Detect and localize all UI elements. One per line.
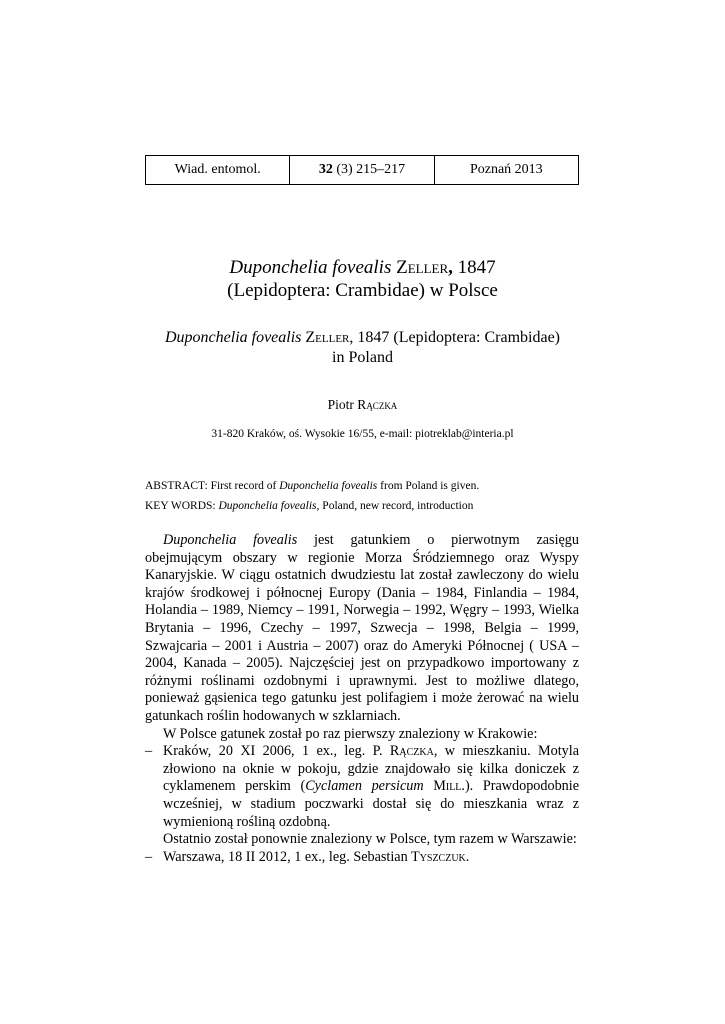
- author-first: Piotr R: [327, 397, 367, 412]
- volume-number: 32: [318, 162, 333, 177]
- keywords-rest: , Poland, new record, introduction: [316, 500, 474, 512]
- list-item: [145, 743, 579, 831]
- body-paragraph-3: Ostatnio został ponownie znaleziony w Polsce, tym razem w Warszawie:: [163, 831, 577, 848]
- title-species: Duponchelia fovealis: [229, 257, 392, 278]
- keywords-species: Duponchelia fovealis: [218, 500, 317, 512]
- journal-name: Wiad. entomol.: [146, 156, 290, 185]
- p1-text: jest gatunkiem o pierwotnym zasięgu obejmującym obszary w regionie Morza Śródziemnego oraz Wyspy Kanaryjskie. W ciągu ostatnich dwudziestu lat został zawleczony do wielu krajów środkowej i północnej Europy (Dania – 1984, Finlandia – 1984, Holandia – 1989, Niemcy – 1991, Norwegia – 1992, Węgry – 1993, Wielka Brytania – 1996, Czechy – 1997, Szwecja – 1998, Belgia – 1999, Szwajcaria – 2001 i Austria – 2007) oraz do Ameryki Północnej ( USA – 2004, Kanada – 2005). Najczęściej jest on przypadkowo importowany z różnymi roślinami ozdobnymi i uprawnymi. Jest to możliwe dlatego, ponieważ gąsienica tego gatunku jest polifagiem i może żerować na wielu gatunkach roślin hodowanych w szklarniach.: [145, 532, 579, 724]
- list-item: [145, 849, 579, 867]
- subtitle-author: Zeller: [305, 329, 350, 346]
- article-body: [145, 532, 579, 866]
- body-paragraph-2: W Polsce gatunek został po raz pierwszy znaleziony w Krakowie:: [163, 725, 538, 742]
- author-address: 31-820 Kraków, oś. Wysokie 16/55, e-mail: piotreklab@interia.pl: [211, 428, 514, 440]
- title-year: 1847: [452, 257, 496, 278]
- item2-part-a: Warszawa, 18 II 2012, 1 ex., leg. Sebastian T: [163, 848, 420, 865]
- abstract-species: Duponchelia fovealis: [279, 480, 378, 492]
- journal-volume-pages: [290, 156, 434, 185]
- list-item-text: [163, 743, 579, 831]
- abstract-label: ABSTRACT: First record of: [145, 480, 280, 492]
- abstract-block: [145, 476, 579, 516]
- title-line2: (Lepidoptera: Crambidae) w Polsce: [227, 280, 498, 301]
- item1-part-d: .). Prawdopodobnie wcześniej, w stadium poczwarki dostał się do mieszkania wraz z wymienioną rośliną ozdobną.: [163, 778, 580, 830]
- item1-authority: ill: [445, 778, 462, 795]
- item1-collector: ączka: [399, 743, 434, 760]
- author-last: ączka: [366, 397, 398, 412]
- place-year: Poznań 2013: [434, 156, 578, 185]
- list-item-text: [163, 849, 579, 867]
- list-dash: –: [145, 848, 153, 865]
- p1-species: Duponchelia fovealis: [163, 532, 298, 548]
- item2-collector: yszczuk: [419, 848, 466, 865]
- body-paragraph-1: [145, 532, 579, 726]
- abstract-line: [145, 476, 579, 496]
- article-subtitle: [0, 328, 725, 368]
- journal-header-table: [145, 155, 579, 185]
- item1-part-c: M: [423, 778, 446, 795]
- item1-part-b: , w mieszkaniu. Motyla złowiono na oknie w pokoju, gdzie znajdowało się kilka doniczek z cyklamenem perskim (: [163, 743, 579, 795]
- list-dash: –: [145, 743, 153, 760]
- keywords-label: KEY WORDS:: [145, 500, 219, 512]
- article-title: [0, 256, 725, 302]
- item2-part-b: .: [465, 848, 470, 865]
- title-comma: ,: [448, 257, 453, 278]
- subtitle-species: Duponchelia fovealis: [164, 329, 302, 346]
- subtitle-line2: in Poland: [332, 349, 393, 366]
- author-name: [0, 397, 725, 413]
- item1-species: Cyclamen persicum: [305, 778, 424, 795]
- item1-part-a: Kraków, 20 XI 2006, 1 ex., leg. P. R: [163, 743, 400, 760]
- issue-pages: (3) 215–217: [332, 162, 406, 177]
- keywords-line: [145, 496, 579, 516]
- title-author: Zeller: [396, 257, 449, 278]
- abstract-rest: from Poland is given.: [377, 480, 480, 492]
- subtitle-rest: , 1847 (Lepidoptera: Crambidae): [349, 329, 560, 346]
